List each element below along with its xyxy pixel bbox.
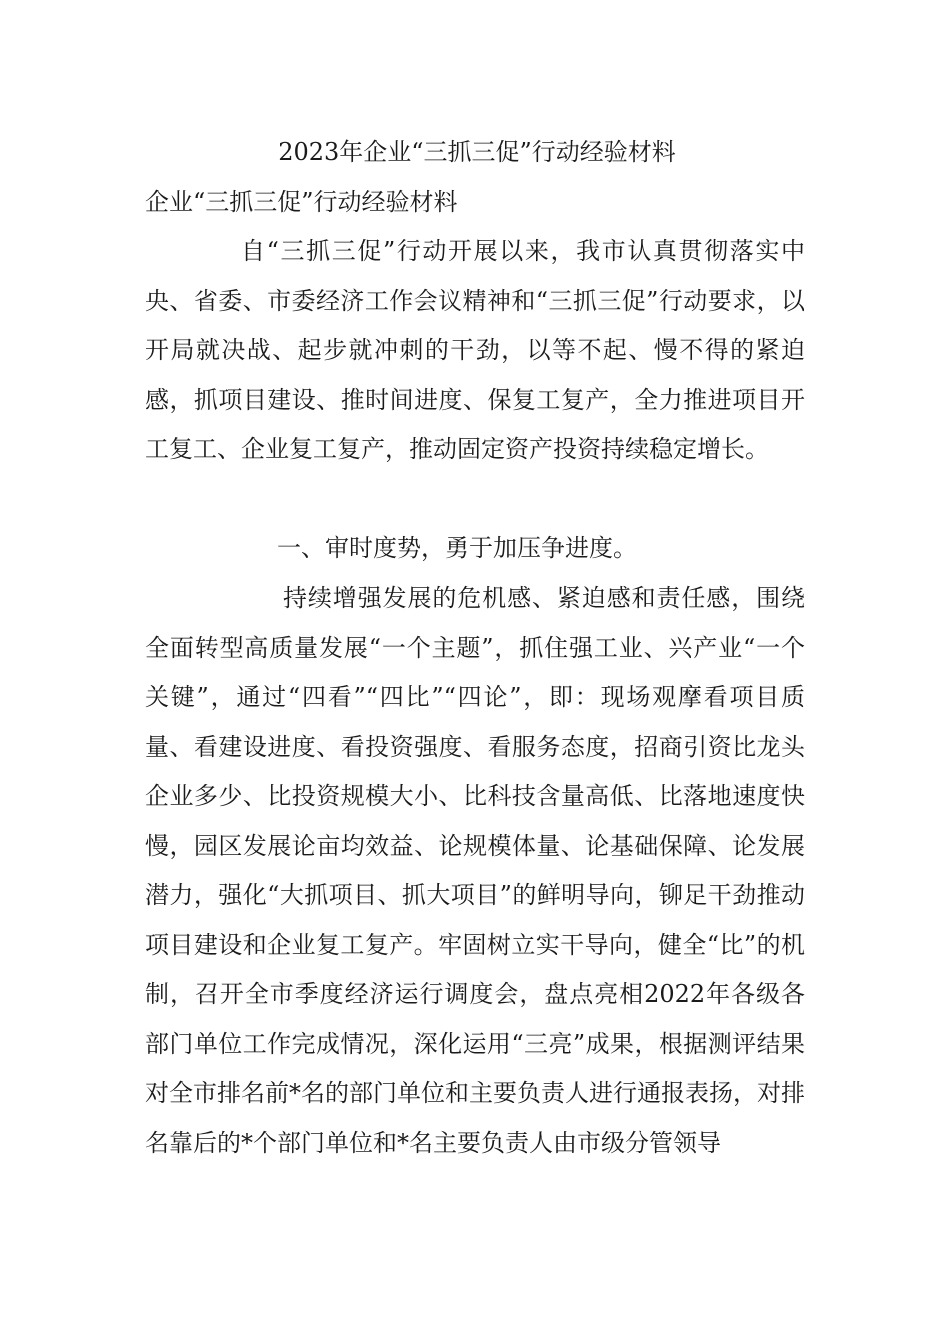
- paragraph-intro: 自“三抓三促”行动开展以来，我市认真贯彻落实中央、省委、市委经济工作会议精神和“三抓三促”行动要求，以开局就决战、起步就冲刺的干劲，以等不起、慢不得的紧迫感，抓项目建设、推时间进度、保复工复产，全力推进项目开工复工、企业复工复产，推动固定资产投资持续稳定增长。: [145, 237, 805, 463]
- document-subtitle: 企业“三抓三促”行动经验材料: [145, 188, 458, 216]
- document-title: 2023年企业“三抓三促”行动经验材料: [278, 138, 676, 166]
- paragraph-section-1: 持续增强发展的危机感、紧迫感和责任感，围绕全面转型高质量发展“一个主题”，抓住强工业、兴产业“一个关键”，通过“四看”“四比”“四论”，即：现场观摩看项目质量、看建设进度、看投资强度、看服务态度，招商引资比龙头企业多少、比投资规模大小、比科技含量高低、比落地速度快慢，园区发展论亩均效益、论规模体量、论基础保障、论发展潜力，强化“大抓项目、抓大项目”的鲜明导向，铆足干劲推动项目建设和企业复工复产。牢固树立实干导向，健全“比”的机制，召开全市季度经济运行调度会，盘点亮相2022年各级各部门单位工作完成情况，深化运用“三亮”成果，根据测评结果对全市排名前*名的部门单位和主要负责人进行通报表扬，对排名靠后的*个部门单位和*名主要负责人由市级分管领导: [145, 584, 805, 1157]
- section-heading-1: 一、审时度势，勇于加压争进度。: [277, 534, 637, 562]
